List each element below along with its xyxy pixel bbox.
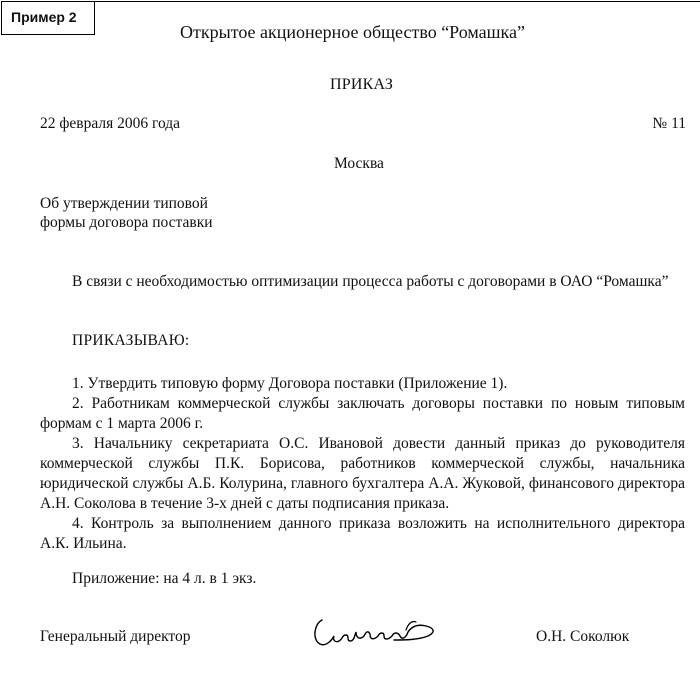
order-item-4: 4. Контроль за выполнением данного приказа возложить на исполнительного директора А.К. Ильина. (40, 515, 685, 552)
subject-line-2: формы договора поставки (40, 214, 213, 231)
order-word: ПРИКАЗЫВАЮ: (72, 332, 190, 349)
document-title: ПРИКАЗ (330, 76, 394, 93)
document-number: № 11 (652, 115, 686, 132)
signatory-position: Генеральный директор (40, 628, 191, 645)
document-date: 22 февраля 2006 года (40, 115, 181, 132)
document-city: Москва (334, 155, 384, 172)
organization-name: Открытое акционерное общество “Ромашка” (180, 22, 525, 42)
order-items (40, 374, 685, 554)
preamble-paragraph: В связи с необходимостью оптимизации процесса работы с договорами в ОАО “Ромашка” (72, 273, 669, 290)
signatory-name: О.Н. Соколюк (536, 628, 630, 645)
example-label: Пример 2 (1, 1, 95, 35)
attachment-note: Приложение: на 4 л. в 1 экз. (72, 570, 257, 587)
order-item-2: 2. Работникам коммерческой службы заключать договоры поставки по новым типовым формам с 1 марта 2006 г. (40, 395, 685, 432)
handwritten-signature (308, 610, 440, 654)
order-item-3: 3. Начальнику секретариата О.С. Ивановой довести данный приказ до руководителя коммерческой службы П.К. Борисова, работников коммерческой службы, начальника юридической службы А.Б. Колурина, главного бухгалтера А.А. Жуковой, финансового директора А.Н. Соколова в течение 3-х дней с даты подписания приказа. (40, 435, 685, 512)
order-item-1: 1. Утвердить типовую форму Договора поставки (Приложение 1). (72, 375, 508, 392)
subject-line-1: Об утверждении типовой (40, 195, 208, 212)
